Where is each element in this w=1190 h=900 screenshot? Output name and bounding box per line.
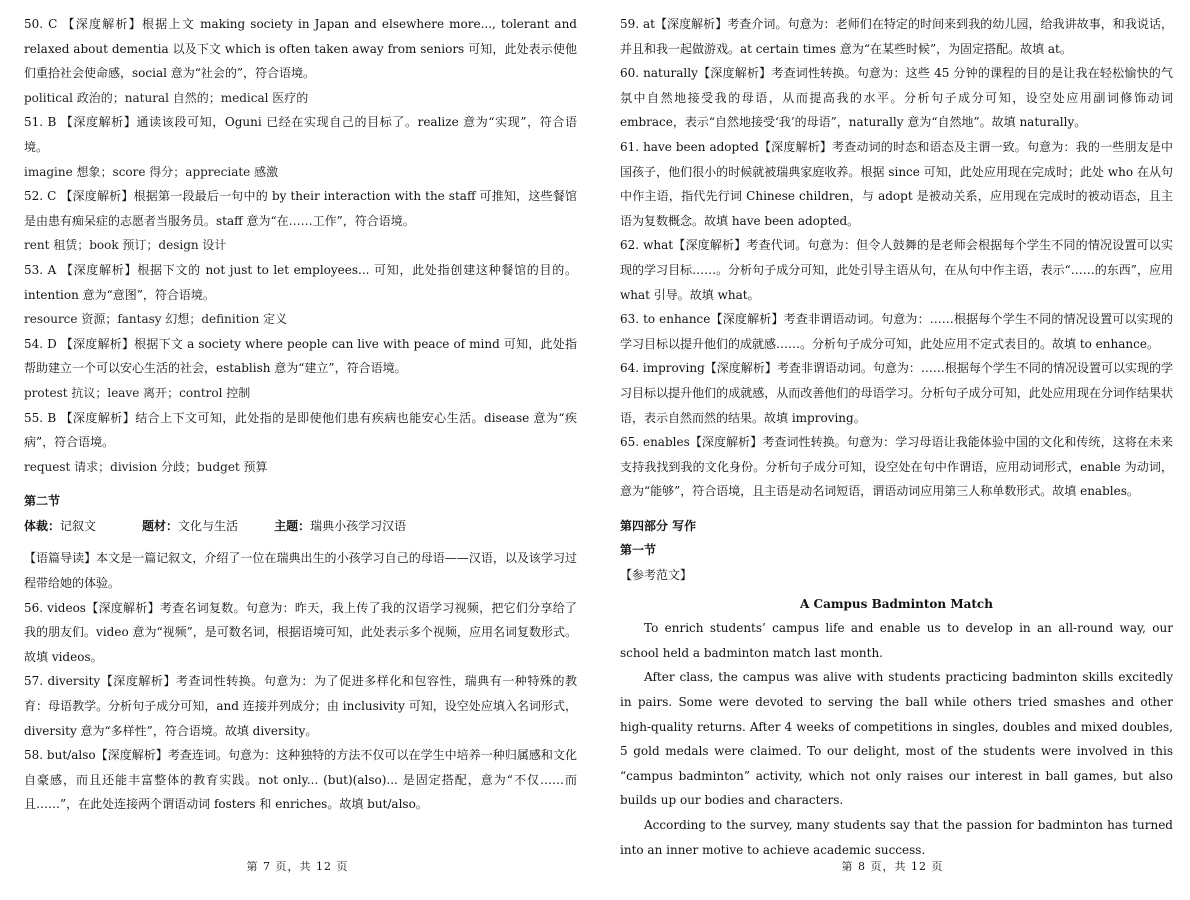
answer-58: 58. but/also【深度解析】考查连词。句意为：这种独特的方法不仅可以在学生中培养一种归属感和文化自豪感，而且还能丰富整体的教育实践。not only... (but)(also)... 是固定搭配，意为“不仅……而且……”，在此处连接两个谓语动词 fosters 和 enriches。故填 but/also。 (24, 748, 577, 812)
answer-65: 65. enables【深度解析】考查词性转换。句意为：学习母语让我能体验中国的文化和传统，这将在未来支持我找到我的文化身份。分析句子成分可知，设空处在句中作谓语，应用动词形式，enable 为动词，意为“能够”，符合语境，且主语是动名词短语，谓语动词应用第三人称单数形式。故填 enables。 (620, 435, 1173, 499)
sample-essay-label: 【参考范文】 (620, 568, 693, 583)
genre-value: 记叙文 (60, 518, 97, 533)
answer-62: 62. what【深度解析】考查代词。句意为：但令人鼓舞的是老师会根据每个学生不同的情况设置可以实现的学习目标……。分析句子成分可知，此处引导主语从句，在从句中作主语，表示“……的东西”，应用 what 引导。故填 what。 (620, 238, 1173, 302)
reading-guide: 【语篇导读】本文是一篇记叙文，介绍了一位在瑞典出生的小孩学习自己的母语——汉语，以及该学习过程带给她的体验。 (24, 551, 577, 591)
page-footer-right: 第 8 页，共 12 页 (841, 860, 944, 873)
answer-57: 57. diversity【深度解析】考查词性转换。句意为：为了促进多样化和包容性，瑞典有一种特殊的教育：母语教学。分析句子成分可知，and 连接并列成分；由 inclusivity 可知，设空处应填入名词形式，diversity 意为“多样性”，符合语境。故填 diversity。 (24, 674, 577, 738)
page-footer-left: 第 7 页，共 12 页 (246, 860, 349, 873)
genre-label: 体裁： (24, 518, 61, 533)
topic-label: 题材： (142, 518, 179, 533)
answer-50-options: political 政治的；natural 自然的；medical 医疗的 (24, 90, 309, 105)
essay-paragraph-1: To enrich students’ campus life and enable us to develop in an all-round way, our school held a badminton match last month. (620, 621, 1173, 660)
essay-title: A Campus Badminton Match (800, 596, 993, 611)
answer-51-options: imagine 想象；score 得分；appreciate 感激 (24, 164, 279, 179)
essay-paragraph-3: According to the survey, many students say that the passion for badminton has turned into an inner motive to achieve academic success. (620, 818, 1173, 857)
section-2-title: 第二节 (24, 494, 61, 509)
answer-61: 61. have been adopted【深度解析】考查动词的时态和语态及主谓一致。句意为：我的一些朋友是中国孩子，他们很小的时候就被瑞典家庭收养。根据 since 可知，此处应用现在完成时；此处 who 在从句中作主语，指代先行词 Chinese children，与 adopt 是被动关系，应用现在完成时的被动语态，且主语为复数概念。故填 have been adopted。 (620, 139, 1173, 228)
answer-59: 59. at【深度解析】考查介词。句意为：老师们在特定的时间来到我的幼儿园，给我讲故事，和我说话，并且和我一起做游戏。at certain times 意为“在某些时候”，为固定搭配。故填 at。 (620, 17, 1173, 56)
answer-51: 51. B 【深度解析】通读该段可知，Oguni 已经在实现自己的目标了。realize 意为“实现”，符合语境。 (24, 115, 577, 154)
right-column (620, 12, 1173, 862)
answer-52-options: rent 租赁；book 预订；design 设计 (24, 238, 227, 253)
answer-60: 60. naturally【深度解析】考查词性转换。句意为：这些 45 分钟的课程的目的是让我在轻松愉快的气氛中自然地接受我的母语，从而提高我的水平。分析句子成分可知，设空处应用副词修饰动词 embrace，表示“自然地接受‘我’的母语”，naturally 意为“自然地”。故填 naturally。 (620, 66, 1173, 130)
answer-54: 54. D 【深度解析】根据下文 a society where people can live with peace of mind 可知，此处指帮助建立一个可以安心生活的社会，establish 意为“建立”，符合语境。 (24, 336, 577, 376)
answer-54-options: protest 抗议；leave 离开；control 控制 (24, 385, 251, 400)
answer-64: 64. improving【深度解析】考查非谓语动词。句意为：……根据每个学生不同的情况设置可以实现的学习目标以提升他们的成就感，从而改善他们的母语学习。分析句子成分可知，此处应用现在分词作结果状语，表示自然而然的结果。故填 improving。 (620, 361, 1173, 425)
topic-value: 文化与生活 (178, 518, 239, 533)
answer-52: 52. C 【深度解析】根据第一段最后一句中的 by their interaction with the staff 可推知，这些餐馆是由患有痴呆症的志愿者当服务员。staff 意为“在……工作”，符合语境。 (24, 189, 577, 228)
theme-value: 瑞典小孩学习汉语 (310, 518, 407, 533)
theme-label: 主题： (274, 518, 311, 533)
right-page (595, 0, 1190, 900)
answer-53-options: resource 资源；fantasy 幻想；definition 定义 (24, 312, 288, 327)
essay-paragraph-2: After class, the campus was alive with students practicing badminton skills excitedly in pairs. Some were devoted to serving the ball while others tried smashes and other high-quality returns. After 4 weeks of competitions in singles, doubles and mixed doubles, 5 gold medals were claimed. To our delight, most of the students were involved in this “campus badminton” activity, which not only raises our interest in ball games, but also builds up our bodies and characters. (620, 670, 1173, 808)
answer-50: 50. C 【深度解析】根据上文 making society in Japan and elsewhere more..., tolerant and relaxed about dementia 以及下文 which is often taken away from seniors 可知，此处表示使他们重拾社会使命感，social 意为“社会的”，符合语境。 (24, 17, 577, 81)
section-1-title: 第一节 (620, 543, 657, 558)
left-column (24, 12, 577, 817)
answer-56: 56. videos【深度解析】考查名词复数。句意为：昨天，我上传了我的汉语学习视频，把它们分享给了我的朋友们。video 意为“视频”，是可数名词，根据语境可知，此处表示多个视频，应用名词复数形式。故填 videos。 (24, 600, 577, 664)
genre-line (24, 514, 577, 539)
part-4-title: 第四部分 写作 (620, 518, 697, 533)
answer-53: 53. A 【深度解析】根据下文的 not just to let employees... 可知，此处指创建这种餐馆的目的。intention 意为“意图”，符合语境。 (24, 262, 577, 302)
answer-63: 63. to enhance【深度解析】考查非谓语动词。句意为：……根据每个学生不同的情况设置可以实现的学习目标以提升他们的成就感……。分析句子成分可知，此处应用不定式表目的。故填 to enhance。 (620, 312, 1173, 351)
answer-55-options: request 请求；division 分歧；budget 预算 (24, 459, 268, 474)
answer-55: 55. B 【深度解析】结合上下文可知，此处指的是即使他们患有疾病也能安心生活。disease 意为“疾病”，符合语境。 (24, 410, 577, 450)
